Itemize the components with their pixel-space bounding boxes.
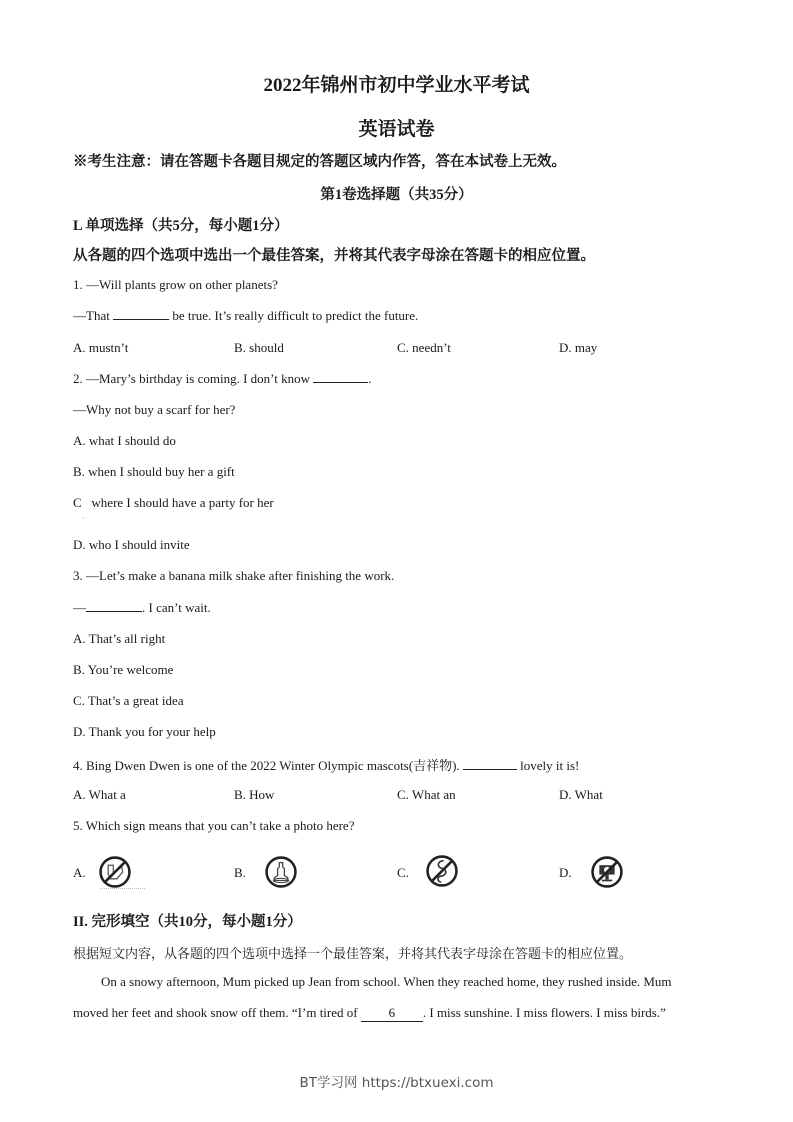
answer-blank <box>86 600 142 612</box>
question-3-option-b: B. You’re welcome <box>73 662 174 677</box>
passage-line-2-start: moved her feet and shook snow off them. “I’m tired of <box>73 1005 361 1020</box>
question-2-response: —Why not buy a scarf for her? <box>73 402 236 417</box>
question-4-prompt-start: 4. Bing Dwen Dwen is one of the 2022 Winter Olympic mascots(吉祥物). <box>73 758 463 773</box>
question-5-option-a: A. <box>73 865 86 880</box>
question-3-response-end: . I can’t wait. <box>142 600 211 615</box>
section1-heading: L 单项选择（共5分，每小题1分） <box>73 218 289 234</box>
question-4-option-a: A. What a <box>73 787 126 802</box>
section2-heading: II. 完形填空（共10分，每小题1分） <box>73 914 302 930</box>
question-3-response-start: — <box>73 600 86 615</box>
question-5-option-b: B. <box>234 865 246 880</box>
site-watermark: BT学习网 https://btxuexi.com <box>299 1075 494 1091</box>
question-4-option-b: B. How <box>234 787 275 802</box>
candidate-notice: ※考生注意：请在答题卡各题目规定的答题区域内作答，答在本试卷上无效。 <box>73 154 566 170</box>
exam-subtitle: 英语试卷 <box>358 119 435 140</box>
question-1-option-b: B. should <box>234 340 284 355</box>
question-2-option-d: D. who I should invite <box>73 537 190 552</box>
passage-line-1: On a snowy afternoon, Mum picked up Jean from school. When they reached home, they rushed inside. Mum <box>101 974 672 989</box>
cloze-blank-6: 6 <box>361 1005 423 1022</box>
question-1-option-d: D. may <box>559 340 598 355</box>
question-2-prompt-end: . <box>368 371 372 386</box>
question-5-option-c: C. <box>397 865 409 880</box>
question-2-option-c: C where I should have a party for her <box>73 495 274 510</box>
question-2-prompt <box>73 371 372 387</box>
no-camera-sign-icon <box>590 855 624 889</box>
sign-caption-line <box>100 888 145 889</box>
question-2-option-a: A. what I should do <box>73 433 176 448</box>
question-1-option-a: A. mustn’t <box>73 340 129 355</box>
section2-instruction: 根据短文内容，从各题的四个选项中选择一个最佳答案，并将其代表字母涂在答题卡的相应位置。 <box>73 947 633 962</box>
passage-line-2 <box>73 1005 666 1022</box>
question-1-prompt: 1. —Will plants grow on other planets? <box>73 277 278 292</box>
question-4-prompt-end: lovely it is! <box>516 758 580 773</box>
question-3-option-a: A. That’s all right <box>73 631 166 646</box>
section1-instruction: 从各题的四个选项中选出一个最佳答案，并将其代表字母涂在答题卡的相应位置。 <box>73 248 595 264</box>
exam-title: 2022年锦州市初中学业水平考试 <box>263 75 530 96</box>
question-2-prompt-start: 2. —Mary’s birthday is coming. I don’t know <box>73 371 314 386</box>
answer-blank <box>463 758 517 770</box>
question-5-prompt: 5. Which sign means that you can’t take a photo here? <box>73 818 355 833</box>
no-hand-sign-icon <box>98 855 132 889</box>
question-1-option-c: C. needn’t <box>397 340 451 355</box>
no-snake-sign-icon <box>425 854 459 888</box>
sculpture-sign-icon <box>264 855 298 889</box>
question-5-option-d: D. <box>559 865 572 880</box>
question-4-prompt <box>73 755 579 774</box>
question-1-response-start: —That <box>73 308 114 323</box>
question-3-prompt: 3. —Let’s make a banana milk shake after finishing the work. <box>73 568 395 583</box>
answer-blank <box>113 308 169 320</box>
question-3-option-c: C. That’s a great idea <box>73 693 184 708</box>
question-2-option-b: B. when I should buy her a gift <box>73 464 235 479</box>
part-title: 第1卷选择题（共35分） <box>320 187 473 203</box>
question-1-response-end: be true. It’s really difficult to predict the future. <box>169 308 419 323</box>
passage-line-2-end: . I miss sunshine. I miss flowers. I miss birds.” <box>422 1005 666 1020</box>
question-1-response <box>73 308 418 324</box>
question-4-option-c: C. What an <box>397 787 456 802</box>
answer-blank <box>313 371 368 383</box>
question-3-response <box>73 600 211 616</box>
question-3-option-d: D. Thank you for your help <box>73 724 216 739</box>
stray-dot: · <box>82 514 85 523</box>
question-4-option-d: D. What <box>559 787 603 802</box>
